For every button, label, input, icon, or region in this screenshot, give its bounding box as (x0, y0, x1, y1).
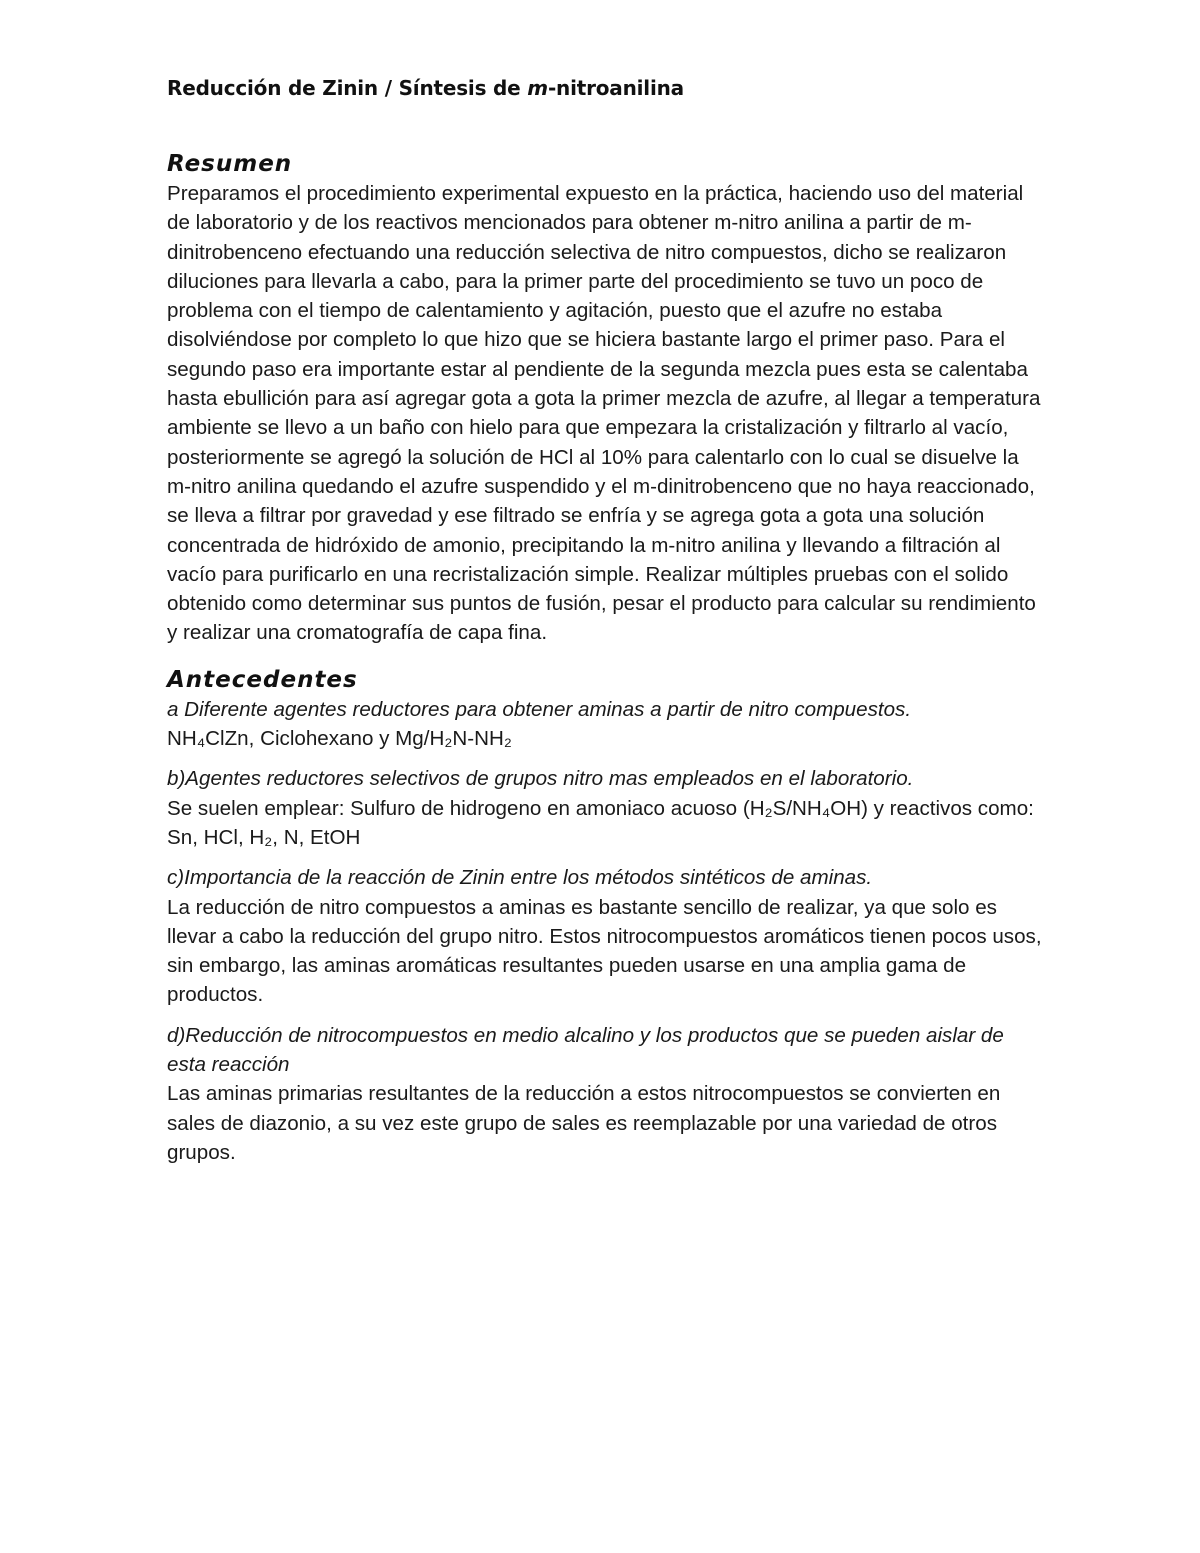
resumen-paragraph: Preparamos el procedimiento experimental expuesto en la práctica, haciendo uso del material de laboratorio y de los reactivos mencionados para obtener m-nitro anilina a partir de m-dinitrobenceno efectuando una reducción selectiva de nitro compuestos, dicho se realizaron diluciones para llevarla a cabo, para la primer parte del procedimiento se tuvo un poco de problema con el tiempo de calentamiento y agitación, puesto que el azufre no estaba disolviéndose por completo lo que hizo que se hiciera bastante largo el primer paso. Para el segundo paso era importante estar al pendiente de la segunda mezcla pues esta se calentaba hasta ebullición para así agregar gota a gota la primer mezcla de azufre, al llegar a temperatura ambiente se llevo a un baño con hielo para que empezara la cristalización y filtrarlo al vacío, posteriormente se agregó la solución de HCl al 10% para calentarlo con lo cual se disuelve la m-nitro anilina quedando el azufre suspendido y el m-dinitrobenceno que no haya reaccionado, se lleva a filtrar por gravedad y ese filtrado se enfría y se agrega gota a gota una solución concentrada de hidróxido de amonio, precipitando la m-nitro anilina y llevando a filtración al vacío para purificarlo en una recristalización simple. Realizar múltiples pruebas con el solido obtenido como determinar sus puntos de fusión, pesar el producto para calcular su rendimiento y realizar una cromatografía de capa fina. (167, 182, 1041, 645)
answer-b: Se suelen emplear: Sulfuro de hidrogeno en amoniaco acuoso (H₂S/NH₄OH) y reactivos como: Sn, HCl, H₂, N, EtOH (167, 796, 1034, 849)
resumen-heading: Resumen (167, 151, 293, 177)
antecedentes-item-a (167, 695, 1042, 754)
antecedentes-heading: Antecedentes (167, 666, 358, 693)
document-page (167, 72, 1042, 1178)
answer-c: La reducción de nitro compuestos a aminas es bastante sencillo de realizar, ya que solo es llevar a cabo la reducción del grupo nitro. Estos nitrocompuestos aromáticos tienen pocos usos, sin embargo, las aminas aromáticas resultantes pueden usarse en una amplia gama de productos. (167, 895, 1042, 1007)
antecedentes-item-c (167, 863, 1042, 1009)
question-a: a Diferente agentes reductores para obtener aminas a partir de nitro compuestos. (167, 697, 912, 721)
question-d: d)Reducción de nitrocompuestos en medio alcalino y los productos que se pueden aislar de esta reacción (167, 1023, 1004, 1077)
answer-a: NH₄ClZn, Ciclohexano y Mg/H₂N-NH₂ (167, 727, 512, 751)
document-title (167, 72, 1042, 104)
title-prefix: Reducción de Zinin / Síntesis de (167, 76, 528, 100)
answer-d: Las aminas primarias resultantes de la reducción a estos nitrocompuestos se convierten en sales de diazonio, a su vez este grupo de sales es reemplazable por una variedad de otros grupos. (167, 1082, 1001, 1164)
title-italic: m (527, 76, 548, 100)
title-suffix: -nitroanilina (547, 76, 684, 100)
question-c: c)Importancia de la reacción de Zinin entre los métodos sintéticos de aminas. (167, 866, 873, 890)
antecedentes-item-b (167, 764, 1042, 852)
question-b: b)Agentes reductores selectivos de grupos nitro mas empleados en el laboratorio. (167, 767, 914, 791)
antecedentes-item-d (167, 1021, 1042, 1167)
